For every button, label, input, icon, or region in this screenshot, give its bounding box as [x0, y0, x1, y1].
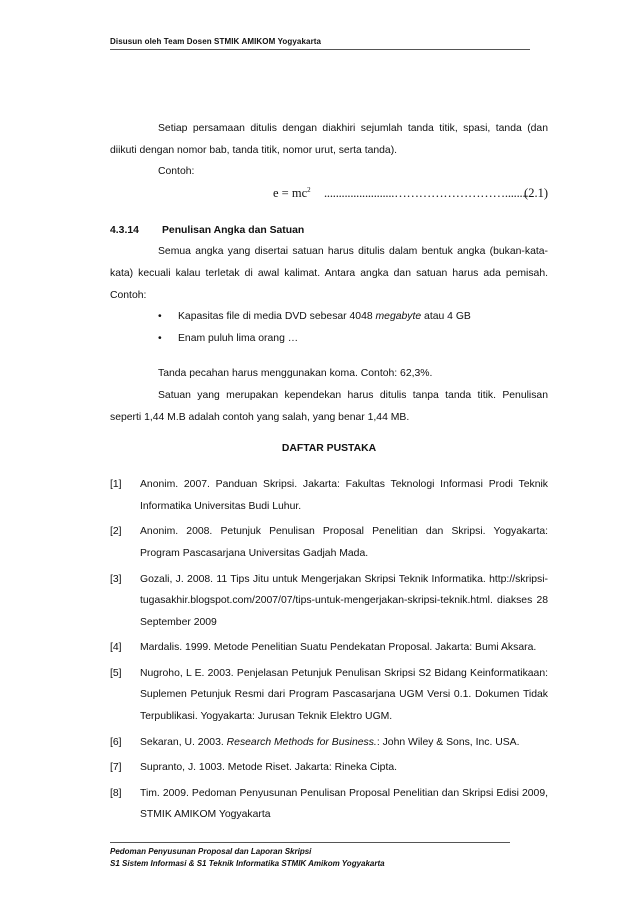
page-header: Disusun oleh Team Dosen STMIK AMIKOM Yogyakarta	[110, 37, 322, 46]
section-paragraph: Semua angka yang disertai satuan harus ditulis dalam bentuk angka (bukan-kata-kata) kecuali kalau terletak di awal kalimat. Antara angka dan satuan harus ada pemisah. Contoh:	[110, 246, 548, 301]
reference-number: [6]	[110, 736, 122, 748]
example-list	[110, 306, 548, 349]
formula-expression	[273, 186, 311, 201]
reference-number: [2]	[110, 526, 122, 538]
unit-note: Satuan yang merupakan kependekan harus ditulis tanpa tanda titik. Penulisan seperti 1,44 M.B adalah contoh yang salah, yang benar 1,44 MB.	[110, 389, 548, 423]
reference-text: Supranto, J. 1003. Metode Riset. Jakarta: Rineka Cipta.	[140, 762, 398, 774]
reference-number: [4]	[110, 642, 122, 654]
reference-item	[110, 663, 548, 728]
reference-number: [1]	[110, 479, 122, 491]
formula-lhs: e = mc	[273, 185, 308, 200]
formula-exponent: 2	[307, 185, 311, 194]
reference-text: Anonim. 2007. Panduan Skripsi. Jakarta: Fakultas Teknologi Informasi Prodi Teknik Informatika Universitas Budi Luhur.	[140, 479, 548, 512]
reference-item	[110, 732, 548, 754]
reference-item	[110, 637, 548, 659]
reference-text: Nugroho, L E. 2003. Penjelasan Petunjuk Penulisan Skripsi S2 Bidang Keinformatikaan: Suplemen Petunjuk Resmi dari Program Pascasarjana UGM Versi 0.1. Dokumen Tidak Terpublikasi. Yogyakarta: Jurusan Teknik Elektro UGM.	[140, 667, 548, 723]
contoh-label: Contoh:	[158, 166, 195, 178]
reference-text: Gozali, J. 2008. 11 Tips Jitu untuk Mengerjakan Skripsi Teknik Informatika. http://skripsi-tugasakhir.blogspot.com/2007/07/tips-untuk-mengerjakan-skripsi-teknik.html. diakses 28 September 2009	[140, 573, 548, 628]
reference-item	[110, 569, 548, 634]
bullet-icon: •	[158, 311, 162, 323]
list-item: • Kapasitas file di media DVD sebesar 4048 megabyte atau 4 GB	[110, 306, 548, 328]
reference-item	[110, 783, 548, 826]
reference-number: [7]	[110, 762, 122, 774]
reference-item	[110, 757, 548, 779]
formula-leader-dots: ........................………………………........	[324, 185, 529, 200]
section-number: 4.3.14	[110, 224, 139, 236]
reference-text: Anonim. 2008. Petunjuk Penulisan Proposal Penelitian dan Skripsi. Yogyakarta: Program Pascasarjana Universitas Gadjah Mada.	[140, 526, 548, 559]
section-title: Penulisan Angka dan Satuan	[162, 224, 305, 236]
reference-item	[110, 474, 548, 517]
list-item: • Enam puluh lima orang …	[110, 328, 548, 350]
footer-divider	[110, 842, 510, 843]
decimal-note: Tanda pecahan harus menggunakan koma. Contoh: 62,3%.	[158, 368, 433, 380]
reference-text: Tim. 2009. Pedoman Penyusunan Penulisan Proposal Penelitian dan Skripsi Edisi 2009, STMIK AMIKOM Yogyakarta	[140, 787, 548, 821]
bullet-icon: •	[158, 332, 162, 344]
reference-number: [8]	[110, 787, 122, 799]
formula-line	[110, 186, 548, 208]
reference-text: Sekaran, U. 2003. Research Methods for Business.: John Wiley & Sons, Inc. USA.	[140, 736, 520, 748]
footer-line-2: S1 Sistem Informasi & S1 Teknik Informatika STMIK Amikom Yogyakarta	[110, 859, 385, 868]
page-content	[110, 118, 548, 830]
page-footer	[110, 846, 385, 870]
header-divider	[110, 49, 530, 50]
references-title: DAFTAR PUSTAKA	[281, 443, 377, 455]
footer-line-1: Pedoman Penyusunan Proposal dan Laporan Skripsi	[110, 847, 312, 856]
section-heading	[110, 220, 548, 242]
equation-paragraph: Setiap persamaan ditulis dengan diakhiri sejumlah tanda titik, spasi, tanda (dan diikuti dengan nomor bab, tanda titik, nomor urut, serta tanda).	[110, 123, 548, 156]
reference-number: [3]	[110, 573, 122, 585]
reference-text: Mardalis. 1999. Metode Penelitian Suatu Pendekatan Proposal. Jakarta: Bumi Aksara.	[140, 642, 537, 654]
formula-number: (2.1)	[524, 185, 548, 200]
reference-item	[110, 521, 548, 564]
reference-number: [5]	[110, 667, 122, 679]
